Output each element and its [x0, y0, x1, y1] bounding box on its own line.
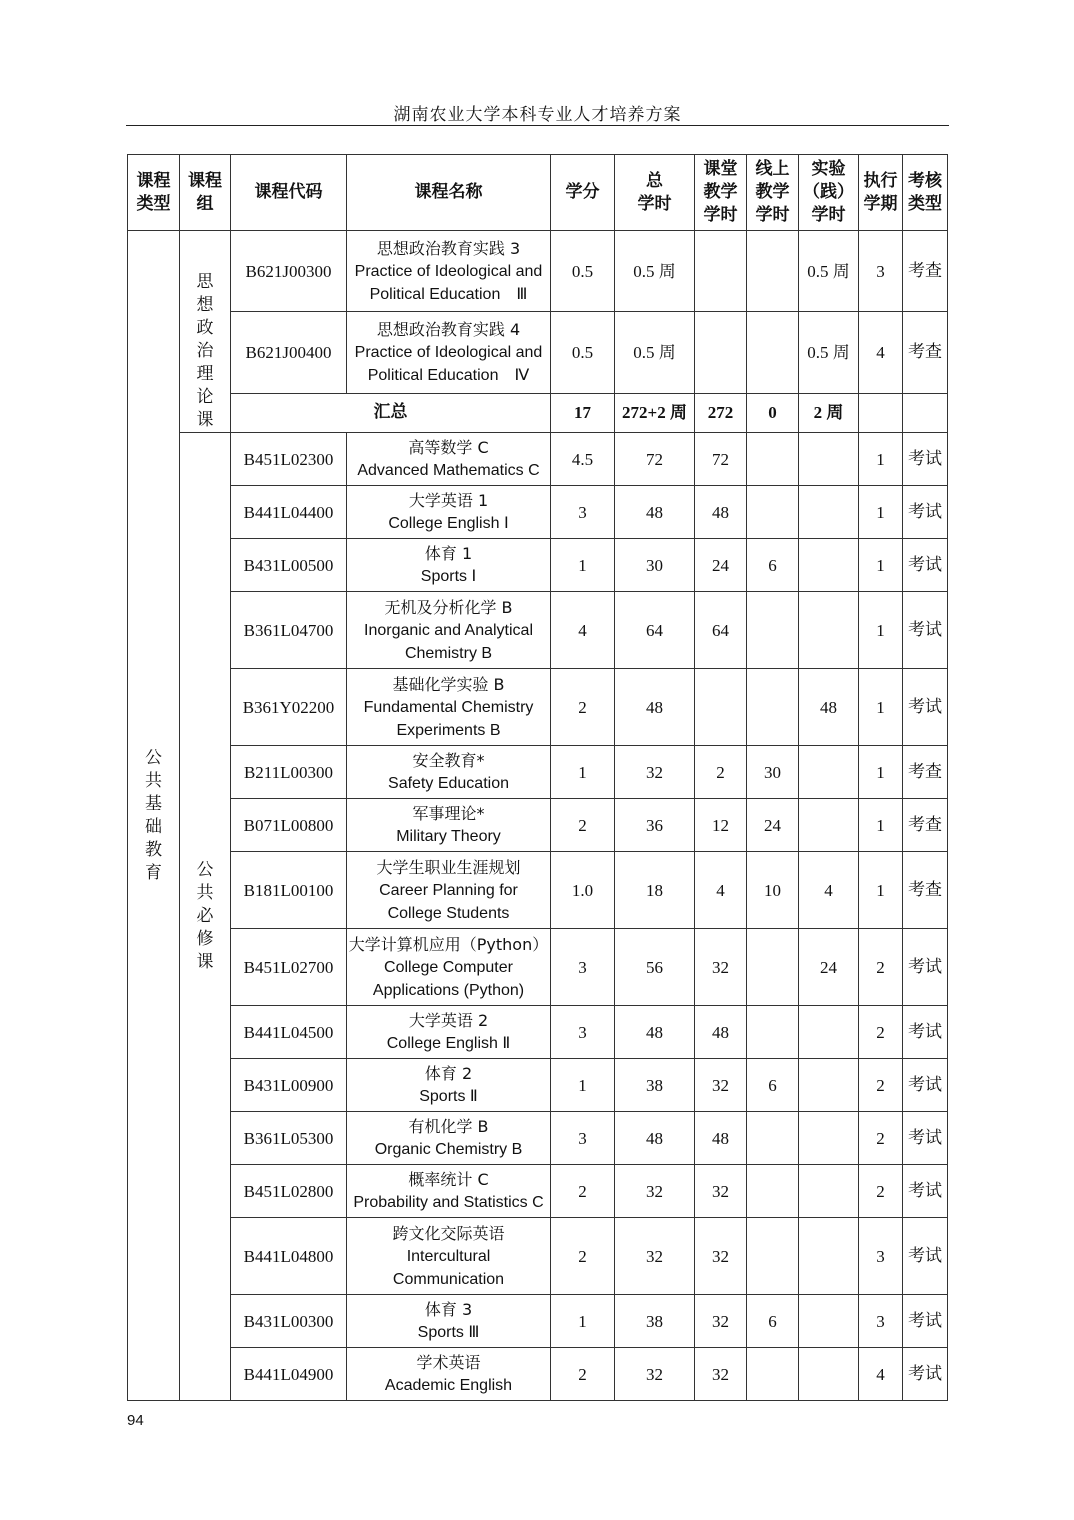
lab-hours-cell: [799, 486, 859, 539]
course-name: [347, 1112, 551, 1165]
public-row: [128, 929, 948, 1006]
assessment-cell: 考试: [903, 1348, 948, 1401]
course-name-en: College English Ⅰ: [388, 515, 509, 532]
course-name-en: Sports Ⅱ: [419, 1088, 478, 1105]
assessment-cell: 考试: [903, 1218, 948, 1295]
course-name: [347, 1059, 551, 1112]
total-hours-cell: 48: [615, 486, 695, 539]
classroom-hours-cell: 48: [695, 486, 747, 539]
course-name-en: Communication: [392, 1270, 505, 1288]
course-code: B451L02700: [231, 929, 347, 1006]
course-name: [347, 852, 551, 929]
course-name-en: Political Education Ⅲ: [369, 285, 528, 303]
semester-cell: 2: [859, 1059, 903, 1112]
header-classroom-line: 课堂: [703, 159, 738, 179]
online-hours-cell: 30: [747, 746, 799, 799]
course-name-en: Inorganic and Analytical: [364, 621, 533, 639]
ideo-row: [128, 231, 948, 312]
lab-hours-cell: 0.5 周: [799, 312, 859, 393]
course-name-zh: 体育 2: [424, 1064, 473, 1083]
semester-cell: 1: [859, 539, 903, 592]
classroom-hours-cell: [695, 231, 747, 312]
online-hours-cell: [747, 231, 799, 312]
classroom-hours-cell: 12: [695, 799, 747, 852]
total-hours-cell: 64: [615, 592, 695, 669]
header-classroom: [695, 155, 747, 231]
assessment-cell: 考试: [903, 1295, 948, 1348]
online-hours-cell: [747, 929, 799, 1006]
header-lab-line: （践）: [803, 182, 854, 202]
credits-cell: 1: [551, 1059, 615, 1112]
course-name-zh: 大学计算机应用（Python）: [348, 934, 549, 954]
semester-cell: 4: [859, 1348, 903, 1401]
assessment-cell: 考试: [903, 1112, 948, 1165]
online-hours-cell: [747, 1165, 799, 1218]
header-credits: [551, 155, 615, 231]
public-row: [128, 852, 948, 929]
lab-hours-cell: 4: [799, 852, 859, 929]
credits-cell: 2: [551, 1165, 615, 1218]
course-group-ideo: [180, 231, 231, 433]
course-name-en: College English Ⅱ: [386, 1035, 511, 1052]
public-row: [128, 592, 948, 669]
public-row: [128, 1295, 948, 1348]
course-code: B181L00100: [231, 852, 347, 929]
course-name-en: Intercultural: [406, 1247, 491, 1265]
total-hours-cell: 38: [615, 1295, 695, 1348]
online-hours-cell: 10: [747, 852, 799, 929]
course-name-zh: 思想政治教育实践 4: [376, 320, 521, 340]
course-name-en: Military Theory: [396, 828, 501, 845]
online-hours-cell: 6: [747, 1295, 799, 1348]
course-name-en: Sports Ⅰ: [420, 568, 477, 585]
assessment-cell: 考试: [903, 486, 948, 539]
credits-cell: 3: [551, 929, 615, 1006]
header-type: [128, 155, 180, 231]
course-name-en: Chemistry B: [404, 644, 493, 662]
online-hours-cell: 6: [747, 1059, 799, 1112]
assessment-cell: 考试: [903, 1165, 948, 1218]
classroom-hours-cell: 32: [695, 1165, 747, 1218]
course-name-en: Sports Ⅲ: [417, 1324, 480, 1341]
course-code: B621J00300: [231, 231, 347, 312]
header-lab: [799, 155, 859, 231]
header-code-line: 课程代码: [254, 182, 323, 202]
credits-cell: 1.0: [551, 852, 615, 929]
assessment-cell: 考查: [903, 746, 948, 799]
public-row: [128, 1218, 948, 1295]
assessment-cell: 考查: [903, 312, 948, 393]
course-name-zh: 思想政治教育实践 3: [376, 238, 521, 258]
course-name: [347, 433, 551, 486]
header-type-line: 课程: [136, 170, 171, 191]
semester-cell: 1: [859, 592, 903, 669]
course-code: B361L04700: [231, 592, 347, 669]
course-code: B071L00800: [231, 799, 347, 852]
curriculum-table: [127, 154, 948, 1401]
header-semester-line: 学期: [863, 193, 898, 214]
course-code: B621J00400: [231, 312, 347, 393]
header-row: [128, 155, 948, 231]
public-row: [128, 799, 948, 852]
classroom-hours-cell: 24: [695, 539, 747, 592]
semester-cell: 3: [859, 1295, 903, 1348]
assessment-cell: 考试: [903, 1059, 948, 1112]
credits-cell: 0.5: [551, 231, 615, 312]
semester-cell: 1: [859, 746, 903, 799]
online-hours-cell: [747, 1112, 799, 1165]
course-name-zh: 军事理论*: [412, 804, 485, 823]
public-row: [128, 746, 948, 799]
credits-cell: 1: [551, 539, 615, 592]
course-code: B211L00300: [231, 746, 347, 799]
credits-cell: 3: [551, 1006, 615, 1059]
total-hours-cell: 0.5 周: [615, 231, 695, 312]
credits-cell: 1: [551, 1295, 615, 1348]
total-hours-cell: 18: [615, 852, 695, 929]
course-name-en: Academic English: [384, 1377, 513, 1394]
semester-cell: 2: [859, 1006, 903, 1059]
course-name-en: Experiments B: [396, 721, 501, 739]
course-name: [347, 929, 551, 1006]
credits-cell: 2: [551, 1348, 615, 1401]
course-code: B361Y02200: [231, 669, 347, 746]
total-credits: 17: [551, 393, 615, 432]
total-hours-cell: 32: [615, 1348, 695, 1401]
course-name: [347, 669, 551, 746]
header-semester-line: 执行: [863, 170, 898, 191]
lab-hours-cell: [799, 1006, 859, 1059]
course-code: B431L00300: [231, 1295, 347, 1348]
course-name: [347, 746, 551, 799]
classroom-hours-cell: 72: [695, 433, 747, 486]
course-code: B441L04900: [231, 1348, 347, 1401]
lab-hours-cell: [799, 746, 859, 799]
header-total-line: 总: [646, 170, 663, 191]
course-code: B431L00500: [231, 539, 347, 592]
total-hours: 272+2 周: [615, 393, 695, 432]
online-hours-cell: 24: [747, 799, 799, 852]
course-name-en: Fundamental Chemistry: [363, 698, 534, 716]
total-hours-cell: 72: [615, 433, 695, 486]
total-lab: 2 周: [799, 393, 859, 432]
header-online-line: 教学: [755, 182, 790, 202]
course-name-en: College Students: [387, 904, 510, 922]
semester-cell: 2: [859, 1112, 903, 1165]
public-row: [128, 1348, 948, 1401]
lab-hours-cell: [799, 1059, 859, 1112]
lab-hours-cell: 0.5 周: [799, 231, 859, 312]
classroom-hours-cell: 4: [695, 852, 747, 929]
course-name-en: Career Planning for: [379, 881, 518, 899]
course-code: B441L04800: [231, 1218, 347, 1295]
assessment-cell: 考试: [903, 539, 948, 592]
header-rule: [126, 125, 949, 126]
credits-cell: 4: [551, 592, 615, 669]
page-number: 94: [127, 1412, 144, 1429]
credits-cell: 2: [551, 669, 615, 746]
course-code: B361L05300: [231, 1112, 347, 1165]
course-group-label: 公共必修课: [196, 860, 214, 972]
course-name-en: Practice of Ideological and: [354, 262, 543, 280]
course-name-en: Safety Education: [388, 775, 509, 792]
course-name: [347, 1006, 551, 1059]
classroom-hours-cell: 48: [695, 1112, 747, 1165]
header-group-line: 课程: [188, 170, 222, 191]
course-name-zh: 学术英语: [416, 1353, 481, 1372]
total-hours-cell: 32: [615, 746, 695, 799]
assessment-cell: 考试: [903, 1006, 948, 1059]
credits-cell: 3: [551, 1112, 615, 1165]
total-hours-cell: 48: [615, 669, 695, 746]
total-label: 汇总: [231, 393, 551, 432]
lab-hours-cell: [799, 1112, 859, 1165]
course-code: B441L04400: [231, 486, 347, 539]
header-online-line: 线上: [755, 159, 790, 179]
semester-cell: 3: [859, 1218, 903, 1295]
lab-hours-cell: [799, 1295, 859, 1348]
total-hours-cell: 48: [615, 1006, 695, 1059]
course-name-zh: 大学英语 2: [408, 1011, 489, 1030]
online-hours-cell: [747, 433, 799, 486]
lab-hours-cell: [799, 1348, 859, 1401]
header-lab-line: 实验: [811, 159, 846, 179]
course-name-en: Probability and Statistics C: [353, 1194, 544, 1211]
header-type-line: 类型: [136, 193, 171, 214]
course-type-cell: [128, 231, 180, 1401]
course-name-en: College Computer: [384, 958, 513, 976]
header-code: [231, 155, 347, 231]
course-name: [347, 231, 551, 312]
course-name-zh: 体育 1: [424, 544, 473, 563]
assessment-cell: 考试: [903, 433, 948, 486]
header-online-line: 学时: [755, 205, 790, 225]
assessment-cell: 考查: [903, 231, 948, 312]
course-name-en: Organic Chemistry B: [374, 1141, 523, 1158]
course-name: [347, 312, 551, 393]
lab-hours-cell: [799, 1165, 859, 1218]
assessment-cell: 考试: [903, 929, 948, 1006]
lab-hours-cell: [799, 539, 859, 592]
public-row: [128, 1006, 948, 1059]
course-name: [347, 539, 551, 592]
assessment-cell: 考试: [903, 592, 948, 669]
total-hours-cell: 56: [615, 929, 695, 1006]
semester-cell: 1: [859, 486, 903, 539]
public-row: [128, 433, 948, 486]
lab-hours-cell: [799, 1218, 859, 1295]
course-name-en: Political Education Ⅳ: [367, 367, 530, 385]
course-name-en: Advanced Mathematics C: [357, 462, 540, 479]
header-name-line: 课程名称: [414, 182, 483, 202]
semester-cell: 4: [859, 312, 903, 393]
classroom-hours-cell: 2: [695, 746, 747, 799]
course-name: [347, 1218, 551, 1295]
header-assess-line: 类型: [908, 193, 942, 214]
course-group-label: 思想政治理论课: [196, 272, 214, 430]
classroom-hours-cell: 32: [695, 1059, 747, 1112]
header-total: [615, 155, 695, 231]
total-online: 0: [747, 393, 799, 432]
credits-cell: 2: [551, 799, 615, 852]
public-row: [128, 486, 948, 539]
header-semester: [859, 155, 903, 231]
course-name-zh: 跨文化交际英语: [392, 1223, 505, 1243]
public-row: [128, 669, 948, 746]
course-name-en: Applications (Python): [372, 981, 525, 999]
lab-hours-cell: 24: [799, 929, 859, 1006]
credits-cell: 4.5: [551, 433, 615, 486]
course-name-en: Practice of Ideological and: [354, 344, 543, 362]
header-online: [747, 155, 799, 231]
total-hours-cell: 32: [615, 1218, 695, 1295]
semester-cell: 2: [859, 1165, 903, 1218]
credits-cell: 0.5: [551, 312, 615, 393]
header-assess-line: 考核: [908, 170, 942, 191]
header-group: [180, 155, 231, 231]
course-name-zh: 大学英语 1: [408, 491, 489, 510]
online-hours-cell: [747, 669, 799, 746]
course-name: [347, 1295, 551, 1348]
online-hours-cell: [747, 1348, 799, 1401]
credits-cell: 2: [551, 1218, 615, 1295]
course-type-label: 公共基础教育: [145, 747, 162, 883]
course-name-zh: 体育 3: [424, 1300, 473, 1319]
classroom-hours-cell: 32: [695, 929, 747, 1006]
lab-hours-cell: 48: [799, 669, 859, 746]
classroom-hours-cell: [695, 312, 747, 393]
table-body: [128, 231, 948, 1401]
course-name-zh: 基础化学实验 B: [392, 674, 505, 694]
header-classroom-line: 学时: [703, 205, 738, 225]
course-group-public: [180, 433, 231, 1401]
total-hours-cell: 48: [615, 1112, 695, 1165]
total-assess: [903, 393, 948, 432]
semester-cell: 1: [859, 669, 903, 746]
lab-hours-cell: [799, 799, 859, 852]
course-name-zh: 概率统计 C: [408, 1170, 489, 1189]
semester-cell: 2: [859, 929, 903, 1006]
course-name: [347, 486, 551, 539]
total-semester: [859, 393, 903, 432]
course-name-zh: 安全教育*: [412, 751, 485, 770]
credits-cell: 3: [551, 486, 615, 539]
total-hours-cell: 38: [615, 1059, 695, 1112]
total-hours-cell: 0.5 周: [615, 312, 695, 393]
total-row: [128, 393, 948, 432]
online-hours-cell: [747, 312, 799, 393]
semester-cell: 1: [859, 799, 903, 852]
classroom-hours-cell: 32: [695, 1348, 747, 1401]
ideo-row: [128, 312, 948, 393]
header-total-line: 学时: [637, 193, 672, 214]
lab-hours-cell: [799, 433, 859, 486]
header-credits-line: 学分: [565, 182, 600, 202]
course-name: [347, 1165, 551, 1218]
course-code: B441L04500: [231, 1006, 347, 1059]
assessment-cell: 考试: [903, 669, 948, 746]
online-hours-cell: [747, 592, 799, 669]
total-hours-cell: 32: [615, 1165, 695, 1218]
course-name-zh: 无机及分析化学 B: [384, 597, 513, 617]
total-classroom: 272: [695, 393, 747, 432]
header-group-line: 组: [196, 193, 214, 214]
classroom-hours-cell: [695, 669, 747, 746]
course-name: [347, 799, 551, 852]
course-name: [347, 1348, 551, 1401]
online-hours-cell: [747, 1218, 799, 1295]
course-name-zh: 大学生职业生涯规划: [376, 857, 521, 877]
online-hours-cell: [747, 486, 799, 539]
semester-cell: 3: [859, 231, 903, 312]
semester-cell: 1: [859, 433, 903, 486]
course-code: B451L02300: [231, 433, 347, 486]
course-code: B431L00900: [231, 1059, 347, 1112]
online-hours-cell: 6: [747, 539, 799, 592]
running-header: 湖南农业大学本科专业人才培养方案: [393, 105, 682, 125]
header-assess: [903, 155, 948, 231]
credits-cell: 1: [551, 746, 615, 799]
total-hours-cell: 36: [615, 799, 695, 852]
course-name: [347, 592, 551, 669]
course-name-zh: 有机化学 B: [408, 1117, 489, 1136]
lab-hours-cell: [799, 592, 859, 669]
public-row: [128, 1112, 948, 1165]
classroom-hours-cell: 32: [695, 1218, 747, 1295]
public-row: [128, 1059, 948, 1112]
course-name-zh: 高等数学 C: [408, 438, 489, 457]
online-hours-cell: [747, 1006, 799, 1059]
assessment-cell: 考查: [903, 852, 948, 929]
public-row: [128, 539, 948, 592]
total-hours-cell: 30: [615, 539, 695, 592]
semester-cell: 1: [859, 852, 903, 929]
header-name: [347, 155, 551, 231]
header-lab-line: 学时: [811, 205, 846, 225]
classroom-hours-cell: 64: [695, 592, 747, 669]
public-row: [128, 1165, 948, 1218]
classroom-hours-cell: 32: [695, 1295, 747, 1348]
course-code: B451L02800: [231, 1165, 347, 1218]
classroom-hours-cell: 48: [695, 1006, 747, 1059]
assessment-cell: 考查: [903, 799, 948, 852]
header-classroom-line: 教学: [703, 182, 738, 202]
